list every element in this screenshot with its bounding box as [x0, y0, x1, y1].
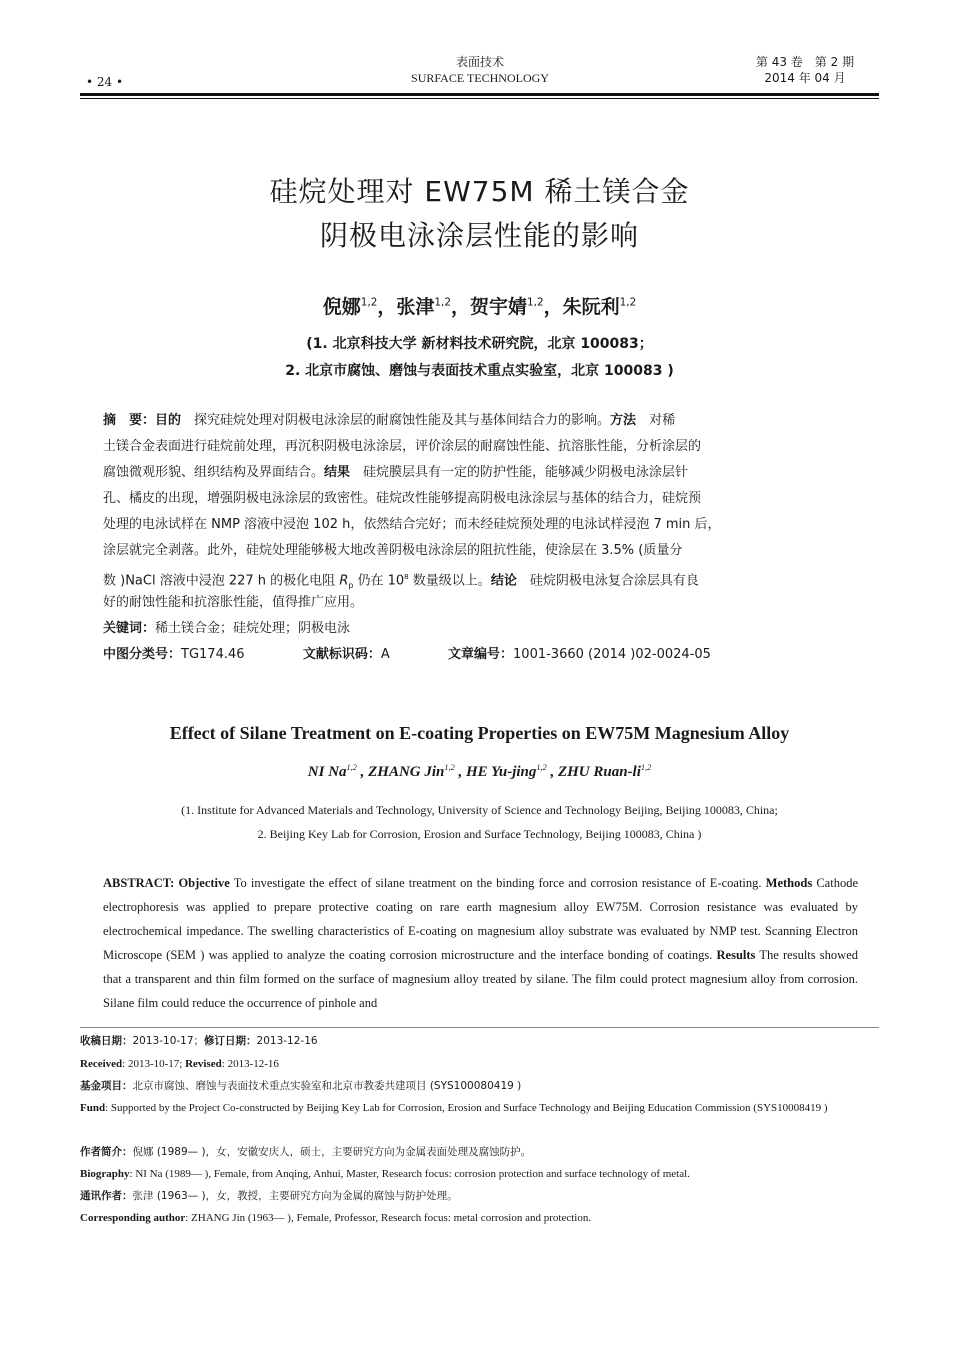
footnote-received-en: Received: 2013-10-17; Revised: 2013-12-16: [80, 1058, 279, 1070]
author-cn-4: 朱阮利: [562, 296, 620, 318]
footnote-received-cn: 收稿日期：2013-10-17；修订日期：2013-12-16: [80, 1035, 318, 1047]
footnote-bio-cn: 作者简介：倪娜 (1989— )，女，安徽安庆人，硕士，主要研究方向为金属表面处理及腐蚀防护。: [80, 1146, 532, 1158]
abstract-cn-line3: 腐蚀微观形貌、组织结构及界面结合。结果 硅烷膜层具有一定的防护性能，能够减少阴极电泳涂层针: [103, 465, 689, 480]
footnote-bio-en: Biography: NI Na (1989— ), Female, from Anqing, Anhui, Master, Research focus: corrosion protection and surface technology of metal.: [80, 1168, 690, 1180]
abstract-cn-line2: 土镁合金表面进行硅烷前处理，再沉积阴极电泳涂层，评价涂层的耐腐蚀性能、抗溶胀性能，分析涂层的: [103, 439, 702, 454]
abstract-cn-line8: 好的耐蚀性能和抗溶胀性能，值得推广应用。: [103, 595, 364, 610]
author-cn-1: 倪娜: [322, 296, 361, 318]
classification-cn: 中图分类号：TG174.46 文献标识码：A 文章编号：1001-3660 (2014 )02-0024-05: [103, 647, 711, 662]
abstract-cn-line4: 孔、橘皮的出现，增强阴极电泳涂层的致密性。硅烷改性能够提高阴极电泳涂层与基体的结合力，硅烷预: [103, 491, 702, 506]
keywords-cn: 关键词：稀土镁合金；硅烷处理；阴极电泳: [103, 621, 351, 636]
page-number: • 24 •: [86, 75, 124, 89]
journal-name-en: SURFACE TECHNOLOGY: [411, 71, 549, 85]
abstract-cn-line5: 处理的电泳试样在 NMP 溶液中浸泡 102 h，依然结合完好；而未经硅烷预处理的电泳试样浸泡 7 min 后，: [103, 517, 721, 532]
affiliation-en-2: 2. Beijing Key Lab for Corrosion, Erosion and Surface Technology, Beijing 100083, China ): [257, 827, 702, 841]
authors-cn: 倪娜$^{1,2}$，张津$^{1,2}$，贺宇婧$^{1,2}$，朱阮利$^{1,2}$: [322, 296, 637, 318]
footnote-fund-en: Fund: Supported by the Project Co-constructed by Beijing Key Lab for Corrosion, Erosion and Surface Technology and Beijing Education Commission (SYS10008419 ): [80, 1102, 828, 1114]
author-cn-2: 张津: [396, 296, 435, 318]
footnote-fund-cn: 基金项目：北京市腐蚀、磨蚀与表面技术重点实验室和北京市教委共建项目 (SYS100080419 ): [80, 1080, 522, 1092]
issue-date: 2014 年 04 月: [764, 71, 846, 85]
author-en-2: ZHANG Jin: [368, 764, 445, 780]
affiliation-cn-2: 2. 北京市腐蚀、磨蚀与表面技术重点实验室，北京 100083 ): [285, 363, 674, 379]
abstract-en: ABSTRACT: Objective To investigate the effect of silane treatment on the binding force and corrosion resistance of E-coating. Methods Cathode electrophoresis was applied to prepare protective coating on rare earth magnesium alloy EW75M. Corrosion resistance was evaluated by electrochemical impedance. The swelling characteristics of E-coating on magnesium alloy substrate was evaluated by NMP test. Scanning Electron Microscope (SEM ) was applied to analyze the coating corrosion microstructure and the interface bonding of coatings. Results The results showed that a transparent and thin film formed on the surface of magnesium alloy treated by silane. The film could protect magnesium alloy from corrosion. Silane film could reduce the occurrence of pinhole and: [103, 876, 858, 1010]
affiliation-en-1: (1. Institute for Advanced Materials and Technology, University of Science and Technology Beijing, Beijing 100083, China;: [181, 803, 778, 817]
abstract-cn-line6: 涂层就完全剥落。此外，硅烷处理能够极大地改善阴极电泳涂层的阻抗性能，使涂层在 3.5% (质量分: [103, 543, 683, 558]
author-en-1: NI Na: [307, 764, 347, 780]
title-cn-line2: 阴极电泳涂层性能的影响: [319, 219, 639, 252]
journal-name-cn: 表面技术: [455, 55, 504, 69]
title-cn-line1: 硅烷处理对 EW75M 稀土镁合金: [269, 175, 690, 208]
volume-issue: 第 43 卷 第 2 期: [755, 55, 855, 69]
author-en-3: HE Yu-jing: [465, 764, 537, 780]
footnote-rule: [80, 1027, 879, 1028]
abstract-cn-line7: 数 )NaCl 溶液中浸泡 227 h 的极化电阻 $R_p$ 仍在 $10^8$ 数量级以上。结论 硅烷阴极电泳复合涂层具有良: [103, 572, 699, 590]
affiliation-cn-1: (1. 北京科技大学 新材料技术研究院，北京 100083；: [306, 336, 653, 352]
footnote-corr-en: Corresponding author: ZHANG Jin (1963— ), Female, Professor, Research focus: metal corrosion and protection.: [80, 1212, 592, 1224]
author-cn-3: 贺宇婧: [470, 296, 528, 318]
header-rule-thick: [80, 93, 879, 96]
authors-en: NI Na$^{1,2}$ , ZHANG Jin$^{1,2}$ , HE Yu-jing$^{1,2}$ , ZHU Ruan-li$^{1,2}$: [307, 763, 652, 780]
title-en: Effect of Silane Treatment on E-coating Properties on EW75M Magnesium Alloy: [169, 723, 790, 743]
author-en-4: ZHU Ruan-li: [557, 764, 641, 780]
footnote-corr-cn: 通讯作者：张津 (1963— )，女，教授，主要研究方向为金属的腐蚀与防护处理。: [80, 1190, 458, 1202]
abstract-cn-line1: 摘 要：目的 探究硅烷处理对阴极电泳涂层的耐腐蚀性能及其与基体间结合力的影响。方法 对稀: [103, 413, 676, 428]
header-rule-thin: [80, 98, 879, 99]
